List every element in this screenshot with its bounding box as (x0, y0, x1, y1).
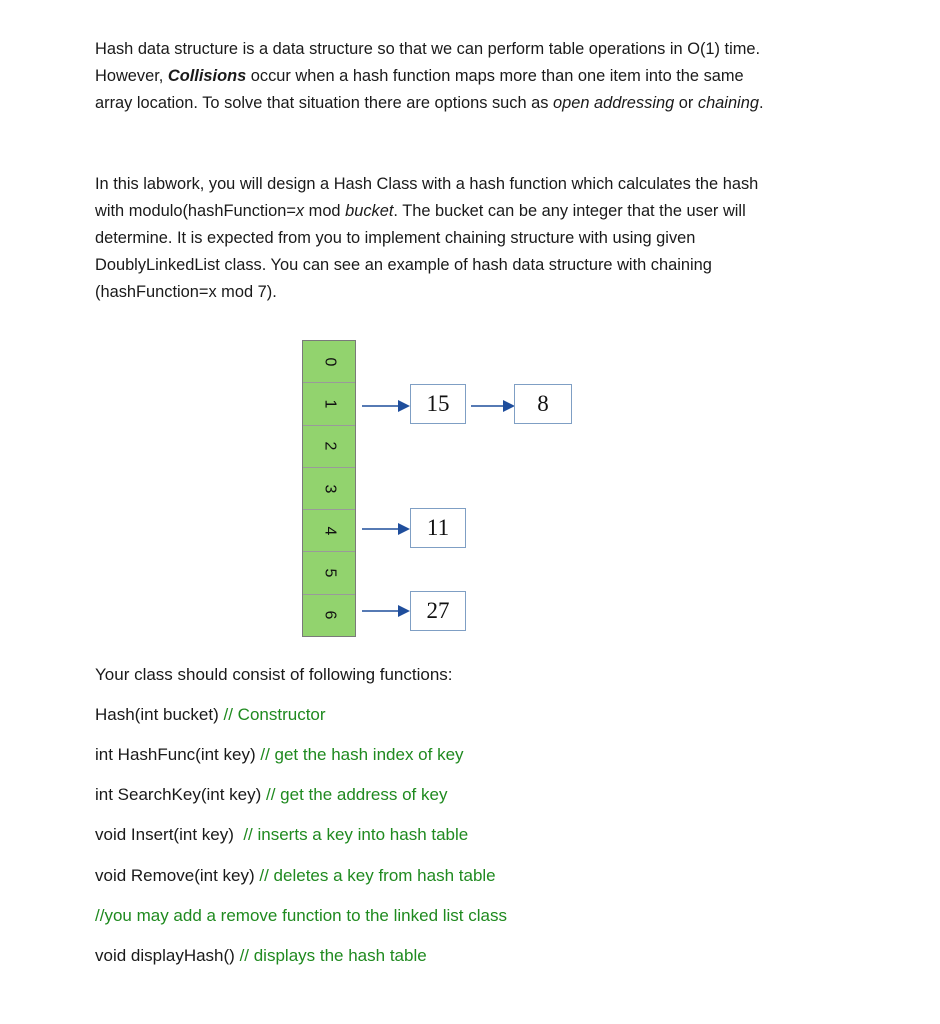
hash-slot: 1 (303, 383, 355, 425)
function-item: Hash(int bucket) // Constructor (95, 705, 326, 724)
hash-slot: 5 (303, 552, 355, 594)
chain-node: 15 (410, 384, 466, 424)
hash-slot: 2 (303, 426, 355, 468)
function-item: void displayHash() // displays the hash table (95, 946, 427, 965)
function-item: void Insert(int key) // inserts a key into hash table (95, 825, 469, 844)
task-paragraph: In this labwork, you will design a Hash Class with a hash function which calculates the hash with modulo(hashFunction=x mod bucket. The bucket can be any integer that the user will determine. It is expected from you to implement chaining structure with using given DoublyLinkedList class. You can see an example of hash data structure with chaining (hashFunction=x mod 7). (95, 175, 759, 301)
hash-table-diagram (302, 340, 356, 637)
chain-arrow-icon (360, 601, 412, 621)
chain-arrow-icon (469, 396, 517, 416)
open-addressing-term: open addressing (552, 94, 675, 112)
chaining-term: chaining (697, 94, 759, 112)
bucket-term: bucket (345, 202, 394, 220)
collisions-term: Collisions (167, 67, 247, 85)
hash-slot: 3 (303, 468, 355, 510)
chain-node: 8 (514, 384, 572, 424)
intro-paragraph: Hash data structure is a data structure so that we can perform table operations in O(1) time. However, Collisions occur when a hash function maps more than one item into the same array location. To solve that situation there are options such as open addressing or chaining. (95, 40, 764, 112)
functions-heading: Your class should consist of following functions: (95, 665, 453, 684)
function-item: int SearchKey(int key) // get the address of key (95, 785, 448, 804)
chain-arrow-icon (360, 396, 412, 416)
function-item: //you may add a remove function to the linked list class (95, 906, 507, 925)
function-item: int HashFunc(int key) // get the hash index of key (95, 745, 464, 764)
chain-arrow-icon (360, 519, 412, 539)
hash-slot: 0 (303, 341, 355, 383)
chain-node: 11 (410, 508, 466, 548)
intro-line-1: Hash data structure is a data structure so that we can perform table operations in O(1) time. (95, 40, 761, 58)
hash-slot: 4 (303, 510, 355, 552)
hash-slot: 6 (321, 610, 338, 620)
function-item: void Remove(int key) // deletes a key from hash table (95, 866, 496, 885)
chain-node: 27 (410, 591, 466, 631)
